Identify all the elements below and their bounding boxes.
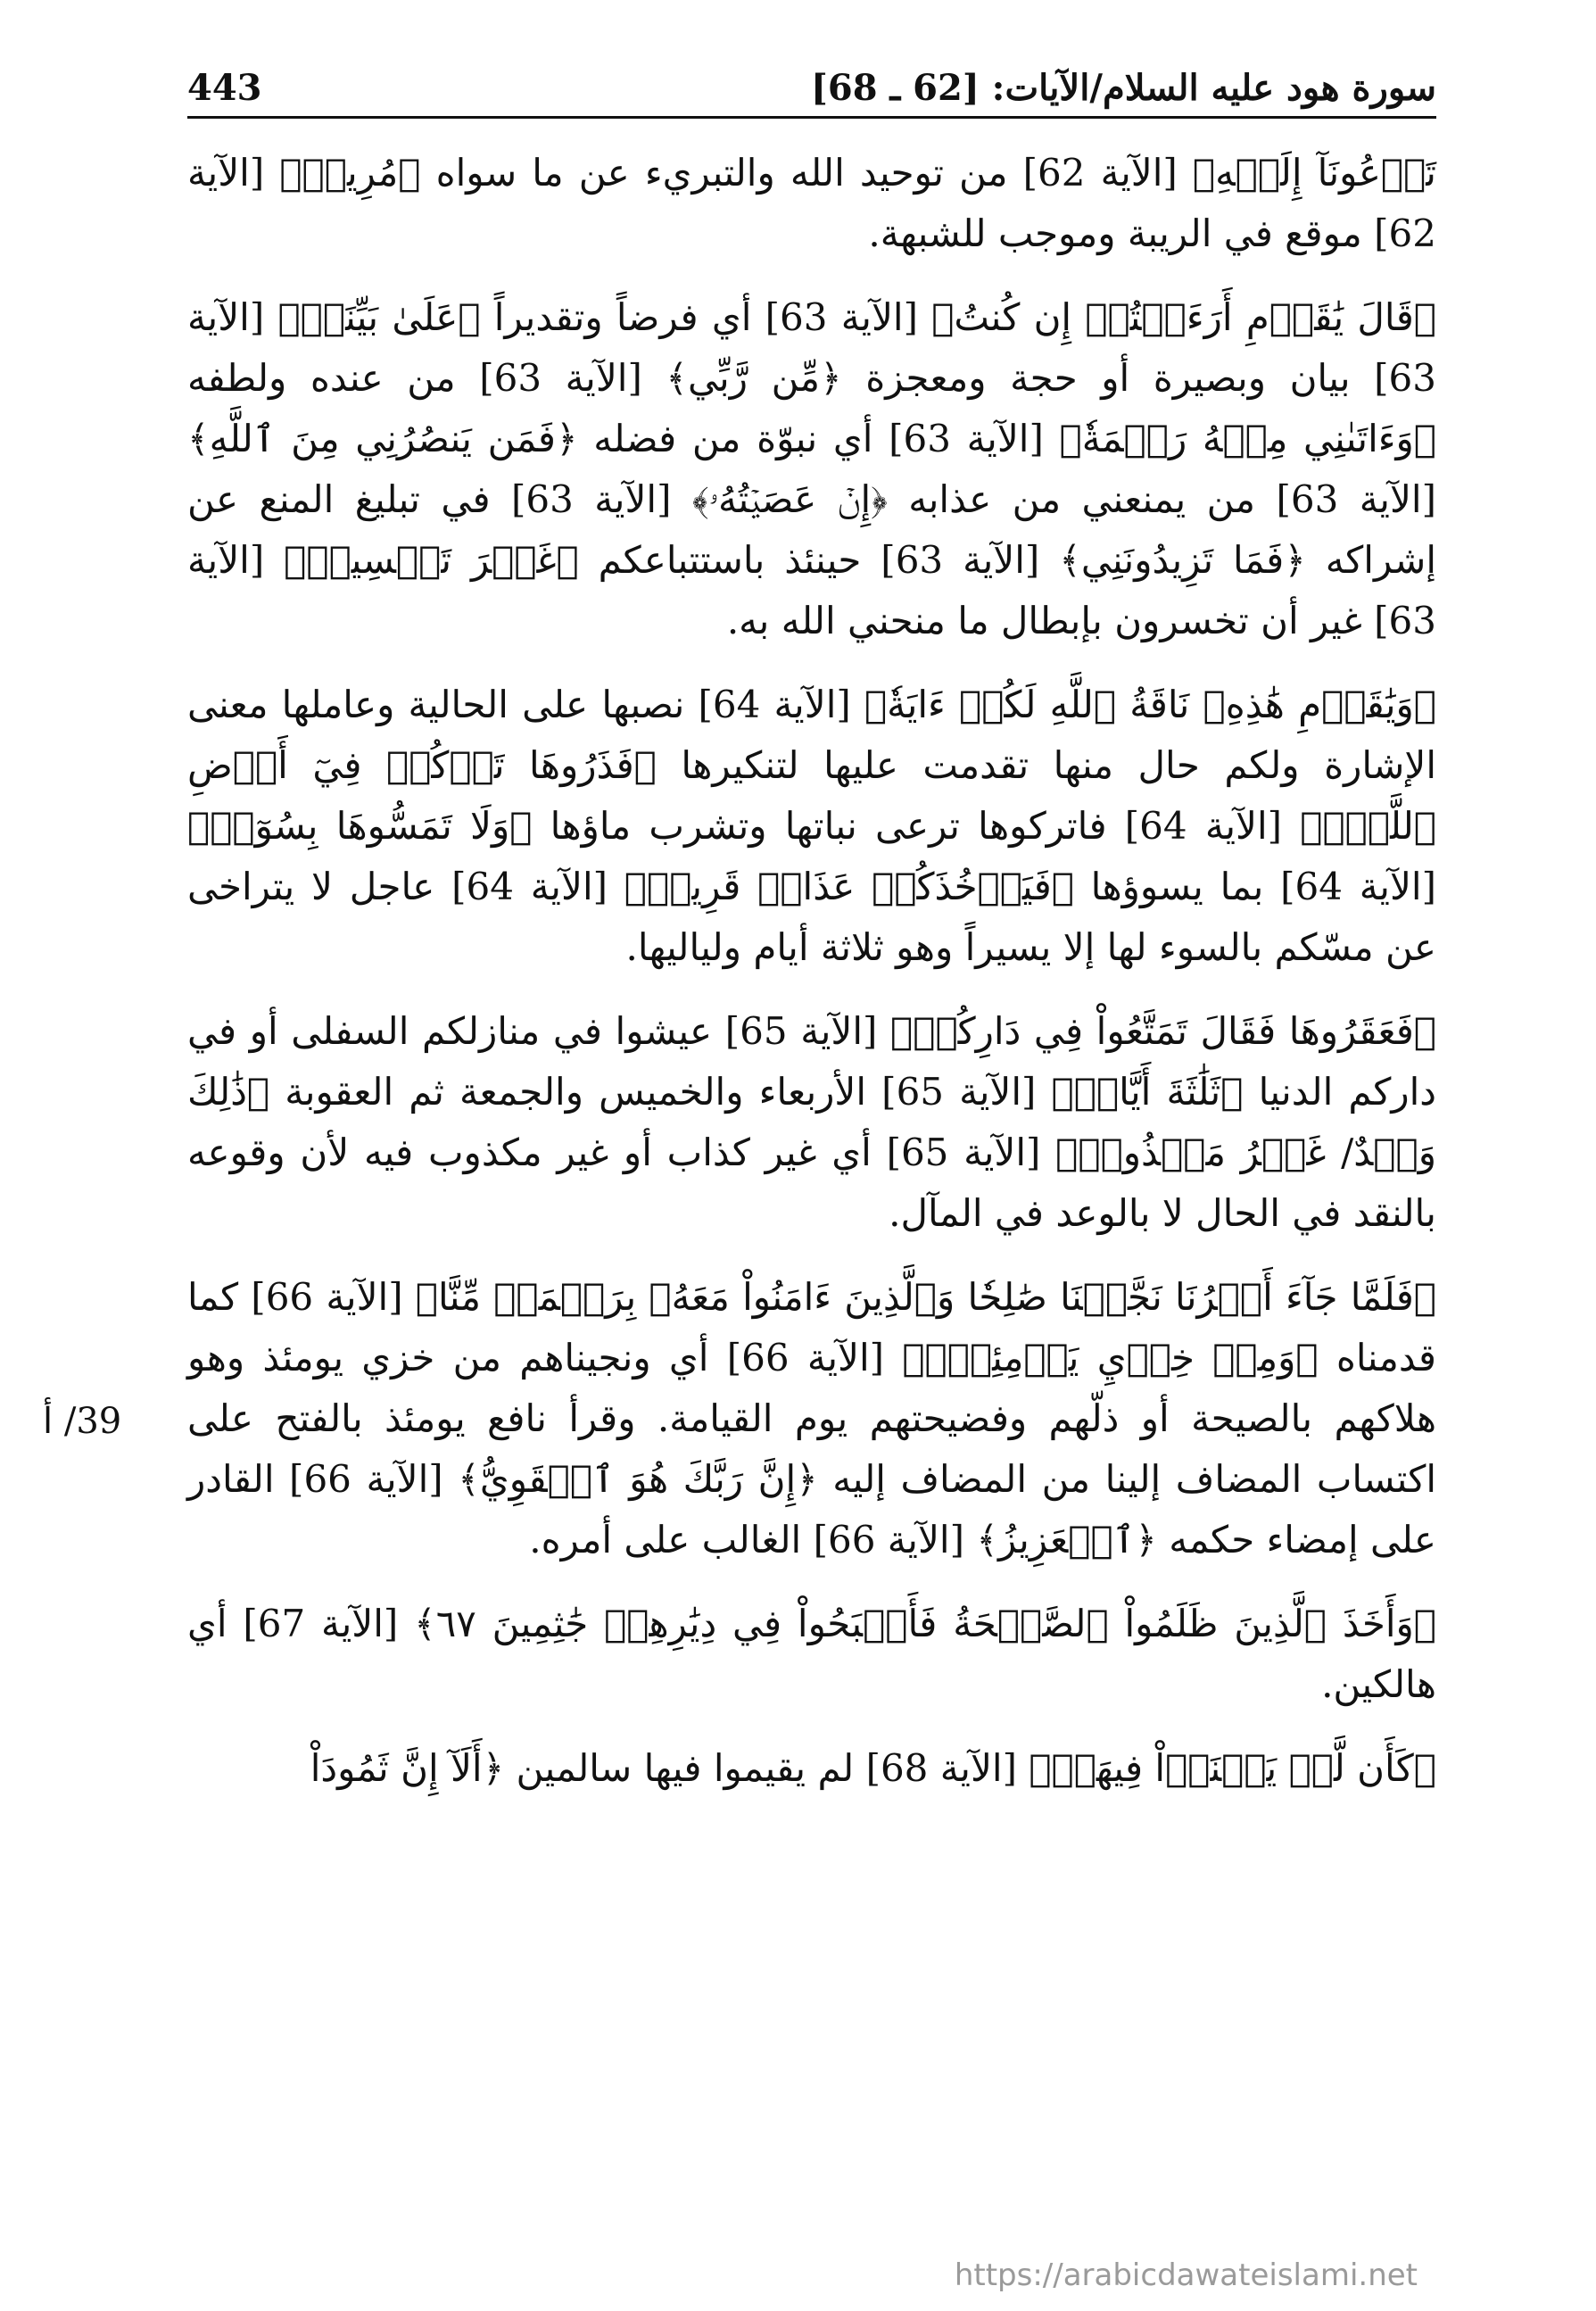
paragraph-text: ﴿قَالَ يَٰقَوۡمِ أَرَءَيۡتُمۡ إِن كُنتُ﴾ [الآية 63] أي فرضاً وتقديراً ﴿عَلَىٰ بَيِّنَةٖ﴾ [الآية 63] بيان وبصيرة أو حجة ومعجزة ﴿مِّن رَّبِّي﴾ [الآية 63] من عنده ولطفه ﴿وَءَاتَىٰنِي مِنۡهُ رَحۡمَةٗ﴾ [الآية 63] أي نبوّة من فضله ﴿فَمَن يَنصُرُنِي مِنَ ٱللَّهِ﴾ [الآية 63] من يمنعني من عذابه ﴿إِنۡ عَصَيۡتُهُۥ﴾ [الآية 63] في تبليغ المنع عن إشراكه ﴿فَمَا تَزِيدُونَنِي﴾ [الآية 63] حينئذ باستتباعكم ﴿غَيۡرَ تَخۡسِيرٖ﴾ [الآية 63] غير أن تخسرون بإبطال ما منحني الله به. [187,295,1436,642]
running-head: سورة هود عليه السلام/الآيات: [62 ـ 68] [810,67,1436,109]
paragraph [187,143,1436,264]
margin-folio-note: 39/ أ [43,1401,122,1442]
page-header [187,54,1436,119]
commentary-body [187,143,1436,1822]
paragraph [187,287,1436,651]
paragraph-text: ﴿وَيَٰقَوۡمِ هَٰذِهِۦ نَاقَةُ ٱللَّهِ لَكُمۡ ءَايَةٗ﴾ [الآية 64] نصبها على الحالية وعاملها معنى الإشارة ولكم حال منها تقدمت عليها لتنكيرها ﴿فَذَرُوهَا تَأۡكُلۡ فِيٓ أَرۡضِ ٱللَّهِۖ﴾ [الآية 64] فاتركوها ترعى نباتها وتشرب ماؤها ﴿وَلَا تَمَسُّوهَا بِسُوٓءٖ﴾ [الآية 64] بما يسوؤها ﴿فَيَأۡخُذَكُمۡ عَذَابٞ قَرِيبٞ﴾ [الآية 64] عاجل لا يتراخى عن مسّكم بالسوء لها إلا يسيراً وهو ثلاثة أيام ولياليها. [187,683,1437,969]
paragraph-text: ﴿وَأَخَذَ ٱلَّذِينَ ظَلَمُواْ ٱلصَّيۡحَةُ فَأَصۡبَحُواْ فِي دِيَٰرِهِمۡ جَٰثِمِينَ ٦٧﴾ [الآية 67] أي هالكين. [187,1602,1437,1706]
paragraph-text: ﴿فَلَمَّا جَآءَ أَمۡرُنَا نَجَّيۡنَا صَٰلِحٗا وَٱلَّذِينَ ءَامَنُواْ مَعَهُۥ بِرَحۡمَةٖ مِّنَّا﴾ [الآية 66] كما قدمناه ﴿وَمِنۡ خِزۡيِ يَوۡمِئِذٍۚ﴾ [الآية 66] أي ونجيناهم من خزي يومئذ وهو هلاكهم بالصيحة أو ذلّهم وفضيحتهم يوم القيامة. وقرأ نافع يومئذ بالفتح على اكتساب المضاف إلينا من المضاف إليه ﴿إِنَّ رَبَّكَ هُوَ ٱلۡقَوِيُّ﴾ [الآية 66] القادر على إمضاء حكمه ﴿ٱلۡعَزِيزُ﴾ [الآية 66] الغالب على أمره. [187,1275,1437,1561]
paragraph [187,1738,1436,1799]
paragraph-text: تَدۡعُونَآ إِلَيۡهِ﴾ [الآية 62] من توحيد الله والتبريء عن ما سواه ﴿مُرِيبٖ﴾ [الآية 62] موقع في الريبة وموجب للشبهة. [187,151,1436,255]
page-number: 443 [187,67,262,109]
watermark-url: https://arabicdawateislami.net [954,2257,1418,2293]
paragraph [187,1267,1436,1570]
paragraph [187,1001,1436,1244]
paragraph-text: ﴿فَعَقَرُوهَا فَقَالَ تَمَتَّعُواْ فِي دَارِكُمۡ﴾ [الآية 65] عيشوا في منازلكم السفلى أو في داركم الدنيا ﴿ثَلَٰثَةَ أَيَّامٖ﴾ [الآية 65] الأربعاء والخميس والجمعة ثم العقوبة ﴿ذَٰلِكَ وَعۡدٌ/ غَيۡرُ مَكۡذُوبٖ﴾ [الآية 65] أي غير كذاب أو غير مكذوب فيه لأن وقوعه بالنقد في الحال لا بالوعد في المآل. [187,1009,1437,1235]
paragraph [187,675,1436,978]
paragraph [187,1594,1436,1715]
paragraph-text: ﴿كَأَن لَّمۡ يَغۡنَوۡاْ فِيهَآۗ﴾ [الآية 68] لم يقيموا فيها سالمين ﴿أَلَآ إِنَّ ثَمُودَاْ [310,1746,1436,1790]
